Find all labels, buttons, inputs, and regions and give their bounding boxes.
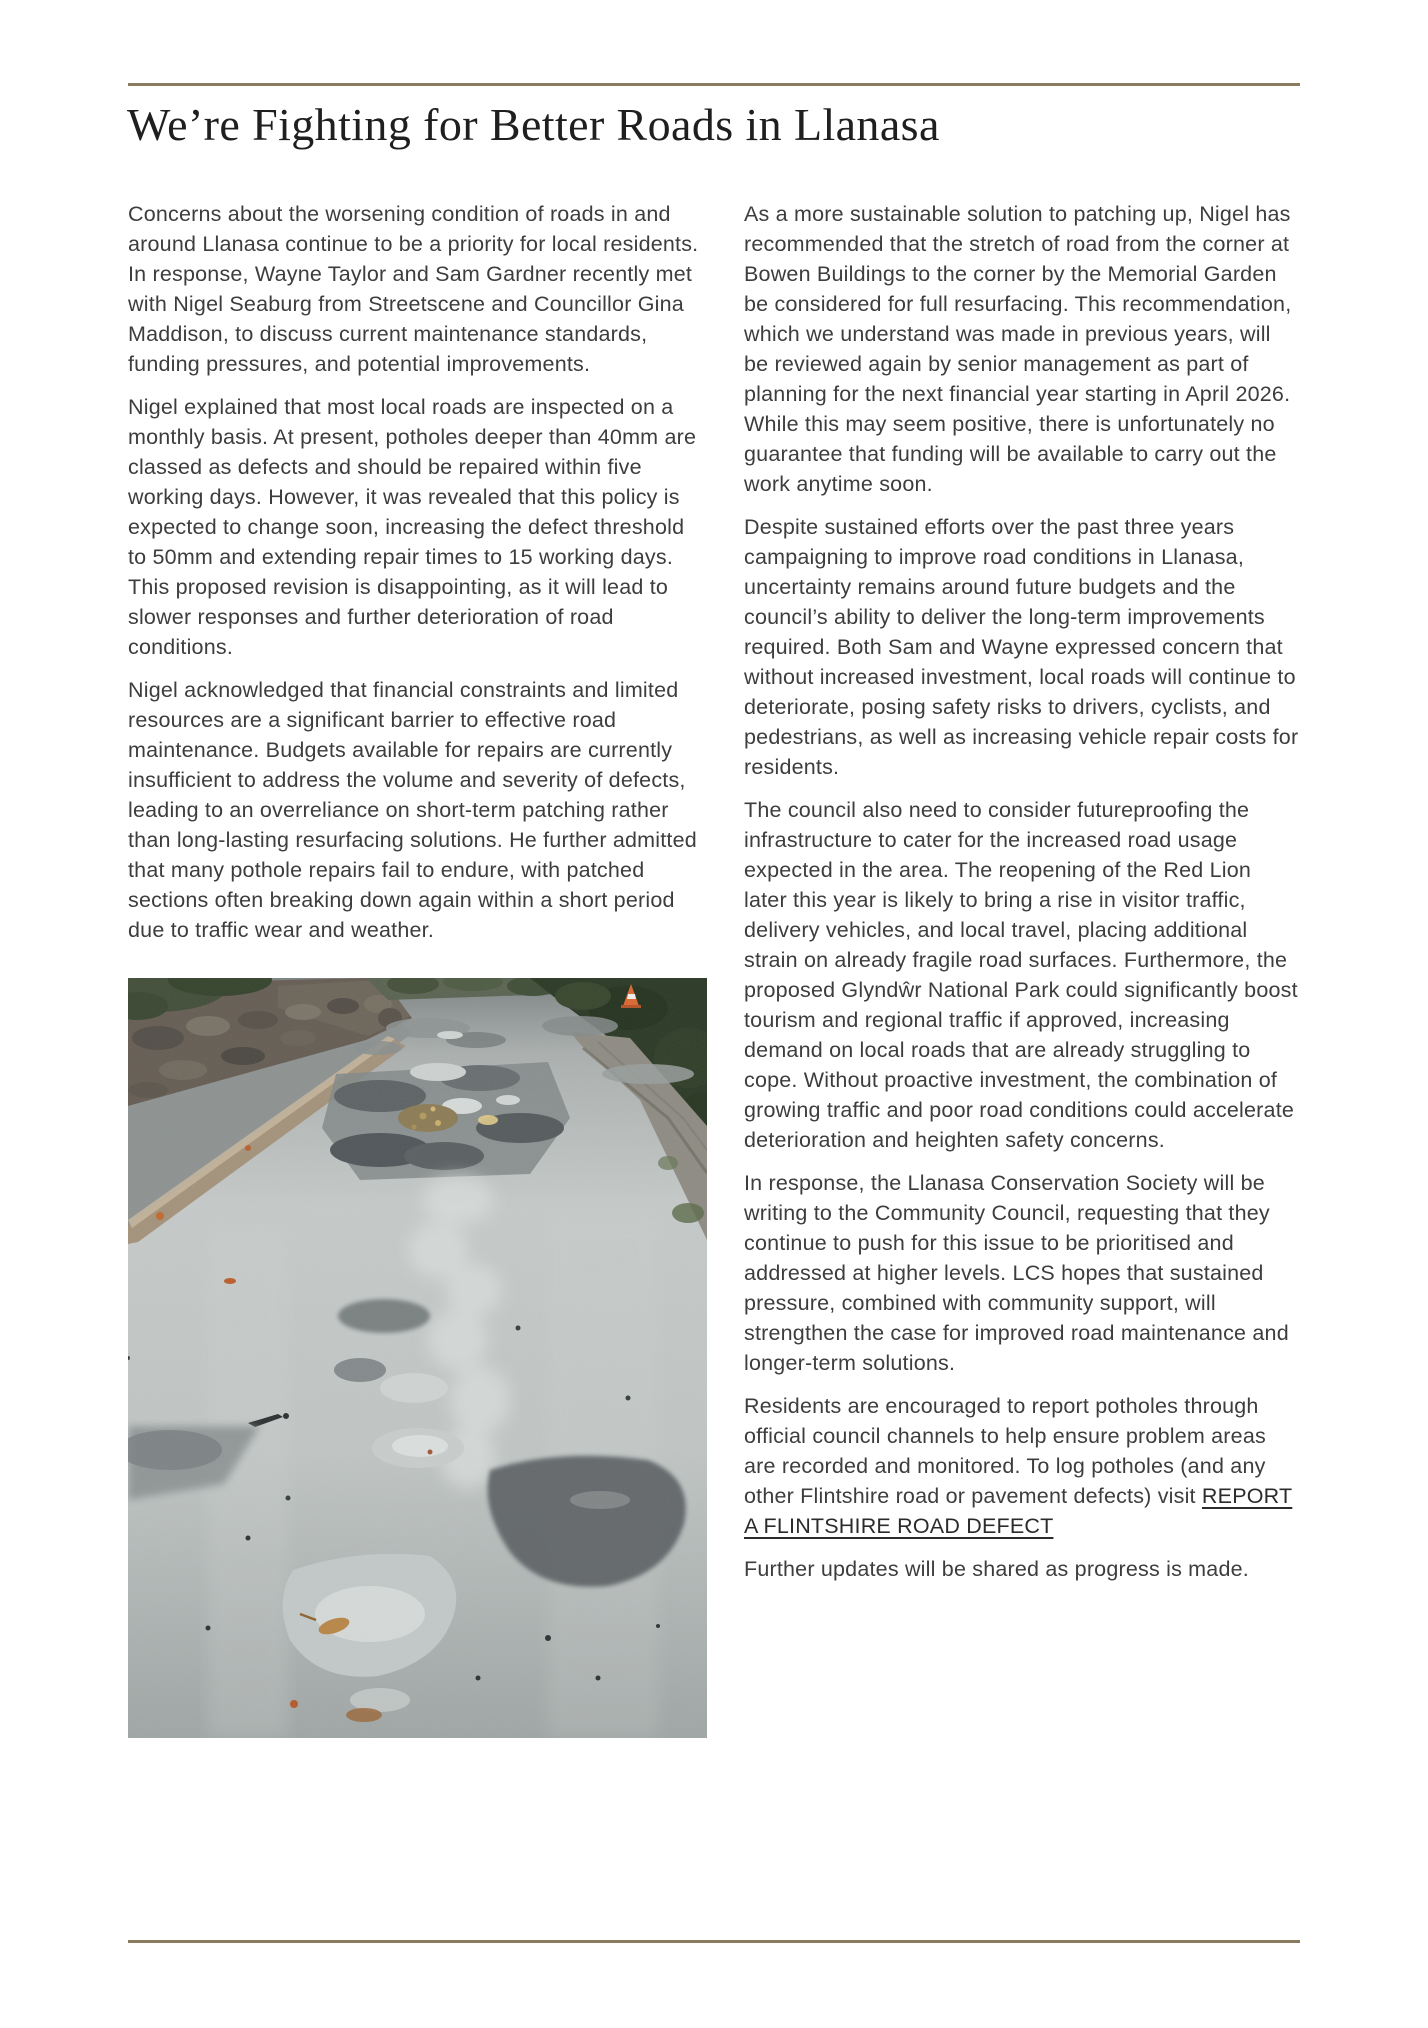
- article-closing-paragraph: Further updates will be shared as progress is made.: [744, 1557, 1249, 1581]
- right-column: [744, 199, 1300, 1738]
- report-paragraph-text: Residents are encouraged to report potholes through official council channels to help ensure problem areas are recorded and monitored. To log potholes (and any other Flintshire road or pavement defects) visit: [744, 1394, 1266, 1508]
- article-paragraph: Concerns about the worsening condition of roads in and around Llanasa continue to be a priority for local residents. In response, Wayne Taylor and Sam Gardner recently met with Nigel Seaburg from Streetscene and Councillor Gina Maddison, to discuss current maintenance standards, funding pressures, and potential improvements.: [128, 202, 699, 376]
- article-paragraph: Despite sustained efforts over the past three years campaigning to improve road conditions in Llanasa, uncertainty remains around future budgets and the council’s ability to deliver the long-term improvements required. Both Sam and Wayne expressed concern that without increased investment, local roads will continue to deteriorate, posing safety risks to drivers, cyclists, and pedestrians, as well as increasing vehicle repair costs for residents.: [744, 515, 1299, 779]
- article-paragraph: Nigel explained that most local roads are inspected on a monthly basis. At present, potholes deeper than 40mm are classed as defects and should be repaired within five working days. However, it was revealed that this policy is expected to change soon, increasing the defect threshold to 50mm and extending repair times to 15 working days. This proposed revision is disappointing, as it will lead to slower responses and further deterioration of road conditions.: [128, 395, 697, 659]
- top-divider: [128, 83, 1300, 86]
- article-paragraph: As a more sustainable solution to patching up, Nigel has recommended that the stretch of road from the corner at Bowen Buildings to the corner by the Memorial Garden be considered for full resurfacing. This recommendation, which we understand was made in previous years, will be reviewed again by senior management as part of planning for the next financial year starting in April 2026. While this may seem positive, there is unfortunately no guarantee that funding will be available to carry out the work anytime soon.: [744, 202, 1292, 496]
- article-title: We’re Fighting for Better Roads in Llanasa: [127, 99, 940, 150]
- pothole-road-photo-svg: [128, 978, 707, 1738]
- article-paragraph: In response, the Llanasa Conservation Society will be writing to the Community Council, requesting that they continue to push for this issue to be prioritised and addressed at higher levels. LCS hopes that sustained pressure, combined with community support, will strengthen the case for improved road maintenance and longer-term solutions.: [744, 1171, 1289, 1375]
- bottom-divider: [128, 1940, 1300, 1943]
- article-body: [128, 199, 1300, 1738]
- article-paragraph: [744, 1391, 1300, 1541]
- left-column: [128, 199, 706, 1738]
- report-defect-link[interactable]: REPORT A FLINTSHIRE ROAD DEFECT: [744, 1484, 1293, 1538]
- article-paragraph: The council also need to consider futureproofing the infrastructure to cater for the increased road usage expected in the area. The reopening of the Red Lion later this year is likely to bring a rise in visitor traffic, delivery vehicles, and local travel, placing additional strain on already fragile road surfaces. Furthermore, the proposed Glyndŵr National Park could significantly boost tourism and regional traffic if approved, increasing demand on local roads that are already struggling to cope. Without proactive investment, the combination of growing traffic and poor road conditions could accelerate deterioration and heighten safety concerns.: [744, 798, 1298, 1152]
- asphalt-grain-texture: [128, 978, 707, 1738]
- article-paragraph: Nigel acknowledged that financial constraints and limited resources are a significant barrier to effective road maintenance. Budgets available for repairs are currently insufficient to address the volume and severity of defects, leading to an overreliance on short-term patching rather than long-lasting resurfacing solutions. He further admitted that many pothole repairs fail to endure, with patched sections often breaking down again within a short period due to traffic wear and weather.: [128, 678, 697, 942]
- pothole-road-photo: [128, 978, 707, 1738]
